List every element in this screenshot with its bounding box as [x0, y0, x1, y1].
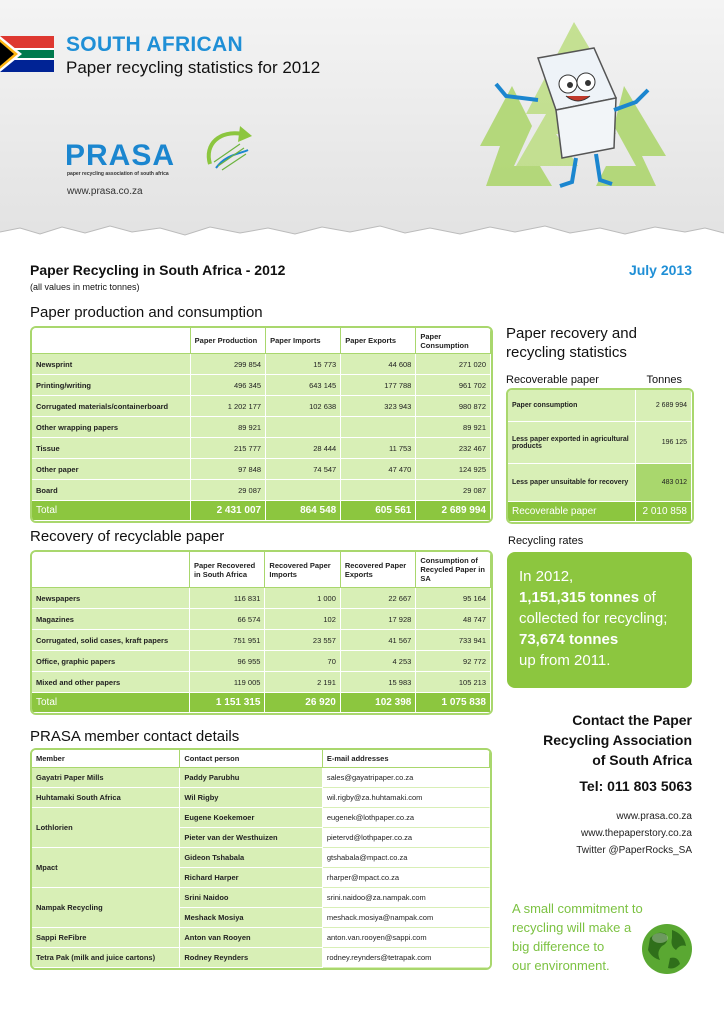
- cell-value: 70: [265, 651, 340, 672]
- total-label: Total: [32, 693, 190, 713]
- stats-total-label: Recoverable paper: [508, 502, 636, 522]
- table-row: [32, 396, 491, 417]
- stats-label: Paper consumption: [508, 390, 636, 422]
- cell-value: 89 921: [416, 417, 491, 438]
- contact-row: [32, 788, 490, 808]
- cell-value: 105 213: [416, 672, 491, 693]
- column-header: Consumption of Recycled Paper in SA: [416, 552, 491, 588]
- cell-value: 41 567: [341, 630, 416, 651]
- report-date: July 2013: [628, 262, 692, 278]
- recovery-stats-col-value: Tonnes: [646, 374, 682, 386]
- report-title: Paper Recycling in South Africa - 2012: [30, 262, 286, 278]
- cell-value: 177 788: [341, 375, 416, 396]
- cell-value: 2 191: [265, 672, 340, 693]
- total-value: 1 151 315: [190, 693, 265, 713]
- contact-person: Eugene Koekemoer: [180, 808, 322, 828]
- production-section-title: Paper production and consumption: [30, 304, 263, 321]
- contact-email[interactable]: eugenek@lothpaper.co.za: [323, 808, 490, 828]
- slogan-line1: A small commitment to: [512, 901, 643, 916]
- row-label: Magazines: [32, 609, 190, 630]
- contact-person: Anton van Rooyen: [180, 928, 322, 948]
- recovery-stats-title: [506, 324, 686, 362]
- contact-email[interactable]: srini.naidoo@za.nampak.com: [323, 888, 490, 908]
- stats-total-value: 2 010 858: [636, 502, 692, 522]
- cell-value: 29 087: [416, 480, 491, 501]
- prasa-logo-tagline: paper recycling association of south africa: [67, 171, 169, 177]
- cell-value: 15 773: [266, 354, 341, 375]
- row-label: Corrugated materials/containerboard: [32, 396, 191, 417]
- cell-value: 89 921: [191, 417, 266, 438]
- row-label: Tissue: [32, 438, 191, 459]
- column-header: Contact person: [180, 750, 322, 768]
- cell-value: 119 005: [190, 672, 265, 693]
- contact-row: [32, 888, 490, 908]
- total-value: 605 561: [341, 501, 416, 521]
- contact-row: [32, 848, 490, 868]
- table-header-row: [32, 328, 491, 354]
- contact-email[interactable]: wil.rigby@za.huhtamaki.com: [323, 788, 490, 808]
- stats-row: [508, 422, 692, 464]
- column-header: Paper Exports: [341, 328, 416, 354]
- cell-value: [341, 480, 416, 501]
- column-header: [32, 328, 191, 354]
- row-label: Other paper: [32, 459, 191, 480]
- cell-value: 102: [265, 609, 340, 630]
- rr-text-4: 73,674 tonnes: [519, 631, 619, 648]
- contact-person: Meshack Mosiya: [180, 908, 322, 928]
- member-name: Lothlorien: [32, 808, 180, 848]
- link-paperstory[interactable]: www.thepaperstory.co.za: [581, 828, 692, 839]
- header-title: SOUTH AFRICAN: [66, 33, 243, 56]
- contact-email[interactable]: anton.van.rooyen@sappi.com: [323, 928, 490, 948]
- contacts-table: [30, 748, 492, 970]
- contact-row: [32, 808, 490, 828]
- prasa-logo: PRASA: [65, 139, 176, 172]
- table-row: [32, 630, 491, 651]
- table-row: [32, 459, 491, 480]
- row-label: Newspapers: [32, 588, 190, 609]
- stats-value: 483 012: [636, 464, 692, 502]
- link-prasa[interactable]: www.prasa.co.za: [616, 811, 692, 822]
- table-row: [32, 672, 491, 693]
- recycling-rates-label: Recycling rates: [508, 535, 584, 547]
- contact-person: Richard Harper: [180, 868, 322, 888]
- cell-value: [266, 417, 341, 438]
- cell-value: 47 470: [341, 459, 416, 480]
- recycling-rates-box: [507, 552, 692, 688]
- contact-title-line3: of South Africa: [592, 752, 692, 768]
- total-row: [32, 693, 491, 713]
- member-name: Tetra Pak (milk and juice cartons): [32, 948, 180, 968]
- contact-row: [32, 768, 490, 788]
- row-label: Corrugated, solid cases, kraft papers: [32, 630, 190, 651]
- report-units: (all values in metric tonnes): [30, 282, 140, 292]
- contact-email[interactable]: rodney.reynders@tetrapak.com: [323, 948, 490, 968]
- member-name: Huhtamaki South Africa: [32, 788, 180, 808]
- total-row: [32, 501, 491, 521]
- contact-email[interactable]: meshack.mosiya@nampak.com: [323, 908, 490, 928]
- cell-value: 48 747: [416, 609, 491, 630]
- cell-value: 1 000: [265, 588, 340, 609]
- cell-value: 124 925: [416, 459, 491, 480]
- cell-value: 29 087: [191, 480, 266, 501]
- cell-value: 92 772: [416, 651, 491, 672]
- total-value: 2 689 994: [416, 501, 491, 521]
- rr-text-5: up from 2011.: [519, 652, 611, 669]
- recovery-stats-title-line2: recycling statistics: [506, 344, 627, 361]
- contact-person: Pieter van der Westhuizen: [180, 828, 322, 848]
- member-name: Nampak Recycling: [32, 888, 180, 928]
- stats-label: Less paper exported in agricultural products: [508, 422, 636, 464]
- cell-value: 1 202 177: [191, 396, 266, 417]
- cell-value: 299 854: [191, 354, 266, 375]
- cell-value: 271 020: [416, 354, 491, 375]
- contact-row: [32, 948, 490, 968]
- column-header: Recovered Paper Imports: [265, 552, 340, 588]
- cell-value: 74 547: [266, 459, 341, 480]
- cell-value: 17 928: [341, 609, 416, 630]
- cell-value: 116 831: [190, 588, 265, 609]
- contact-title-line1: Contact the Paper: [572, 712, 692, 728]
- cell-value: 11 753: [341, 438, 416, 459]
- column-header: Recovered Paper Exports: [341, 552, 416, 588]
- table-row: [32, 651, 491, 672]
- cell-value: 232 467: [416, 438, 491, 459]
- row-label: Other wrapping papers: [32, 417, 191, 438]
- recycling-mascot-icon: [486, 40, 656, 190]
- stats-row: [508, 390, 692, 422]
- column-header: Member: [32, 750, 180, 768]
- contact-person: Rodney Reynders: [180, 948, 322, 968]
- total-value: 102 398: [341, 693, 416, 713]
- south-africa-flag-icon: [0, 36, 54, 72]
- row-label: Office, graphic papers: [32, 651, 190, 672]
- member-name: Sappi ReFibre: [32, 928, 180, 948]
- cell-value: 15 983: [341, 672, 416, 693]
- contact-row: [32, 928, 490, 948]
- cell-value: 643 145: [266, 375, 341, 396]
- contact-person: Gideon Tshabala: [180, 848, 322, 868]
- contact-person: Srini Naidoo: [180, 888, 322, 908]
- cell-value: 96 955: [190, 651, 265, 672]
- contact-title: [510, 710, 692, 770]
- table-row: [32, 354, 491, 375]
- row-label: Board: [32, 480, 191, 501]
- recovery-stats-table: [506, 388, 694, 524]
- stats-value: 2 689 994: [636, 390, 692, 422]
- total-value: 864 548: [266, 501, 341, 521]
- cell-value: 22 667: [341, 588, 416, 609]
- contact-person: Wil Rigby: [180, 788, 322, 808]
- recycle-swoosh-icon: [200, 124, 254, 178]
- cell-value: 95 164: [416, 588, 491, 609]
- slogan-line4: our environment.: [512, 958, 610, 973]
- contact-email[interactable]: gtshabala@mpact.co.za: [323, 848, 490, 868]
- contact-person: Paddy Parubhu: [180, 768, 322, 788]
- total-value: 26 920: [265, 693, 340, 713]
- contact-email[interactable]: rharper@mpact.co.za: [323, 868, 490, 888]
- stats-label: Less paper unsuitable for recovery: [508, 464, 636, 502]
- cell-value: 751 951: [190, 630, 265, 651]
- contact-title-line2: Recycling Association: [543, 732, 692, 748]
- contact-email[interactable]: sales@gayatripaper.co.za: [323, 768, 490, 788]
- total-label: Total: [32, 501, 191, 521]
- globe-icon: [640, 922, 694, 976]
- cell-value: 28 444: [266, 438, 341, 459]
- column-header: [32, 552, 190, 588]
- column-header: Paper Consumption: [416, 328, 491, 354]
- header-url: www.prasa.co.za: [67, 186, 143, 197]
- row-label: Mixed and other papers: [32, 672, 190, 693]
- table-row: [32, 588, 491, 609]
- link-twitter[interactable]: Twitter @PaperRocks_SA: [576, 845, 692, 856]
- total-value: 1 075 838: [416, 693, 491, 713]
- slogan-line2: recycling will make a: [512, 920, 632, 935]
- rr-text-3: of collected for recycling;: [519, 589, 668, 627]
- contacts-section-title: PRASA member contact details: [30, 728, 240, 745]
- contact-email[interactable]: pietervd@lothpaper.co.za: [323, 828, 490, 848]
- row-label: Newsprint: [32, 354, 191, 375]
- contact-telephone: Tel: 011 803 5063: [579, 778, 692, 794]
- cell-value: 4 253: [341, 651, 416, 672]
- table-row: [32, 609, 491, 630]
- recovery-stats-columns: [506, 374, 692, 386]
- cell-value: 733 941: [416, 630, 491, 651]
- rr-text-1: In 2012,: [519, 568, 574, 585]
- table-row: [32, 417, 491, 438]
- recovery-table: [30, 550, 493, 715]
- column-header: Paper Production: [191, 328, 266, 354]
- cell-value: 980 872: [416, 396, 491, 417]
- cell-value: [341, 417, 416, 438]
- table-row: [32, 480, 491, 501]
- cell-value: 23 557: [265, 630, 340, 651]
- column-header: Paper Imports: [266, 328, 341, 354]
- column-header: Paper Recovered in South Africa: [190, 552, 265, 588]
- contacts-header-row: [32, 750, 490, 768]
- production-table: [30, 326, 493, 523]
- table-row: [32, 438, 491, 459]
- cell-value: 102 638: [266, 396, 341, 417]
- recovery-stats-col-label: Recoverable paper: [506, 374, 599, 386]
- stats-row: [508, 464, 692, 502]
- row-label: Printing/writing: [32, 375, 191, 396]
- cell-value: 66 574: [190, 609, 265, 630]
- cell-value: [266, 480, 341, 501]
- stats-total-row: [508, 502, 692, 522]
- recovery-section-title: Recovery of recyclable paper: [30, 528, 225, 545]
- total-value: 2 431 007: [191, 501, 266, 521]
- table-row: [32, 375, 491, 396]
- cell-value: 97 848: [191, 459, 266, 480]
- torn-paper-edge: [0, 224, 724, 250]
- header-subtitle: Paper recycling statistics for 2012: [66, 58, 321, 77]
- member-name: Gayatri Paper Mills: [32, 768, 180, 788]
- rr-text-2: 1,151,315 tonnes: [519, 589, 640, 606]
- slogan-line3: big difference to: [512, 939, 605, 954]
- recovery-stats-title-line1: Paper recovery and: [506, 325, 637, 342]
- member-name: Mpact: [32, 848, 180, 888]
- contact-links: [510, 808, 692, 859]
- cell-value: 496 345: [191, 375, 266, 396]
- table-header-row: [32, 552, 491, 588]
- cell-value: 44 608: [341, 354, 416, 375]
- cell-value: 215 777: [191, 438, 266, 459]
- column-header: E-mail addresses: [323, 750, 490, 768]
- cell-value: 961 702: [416, 375, 491, 396]
- cell-value: 323 943: [341, 396, 416, 417]
- stats-value: 196 125: [636, 422, 692, 464]
